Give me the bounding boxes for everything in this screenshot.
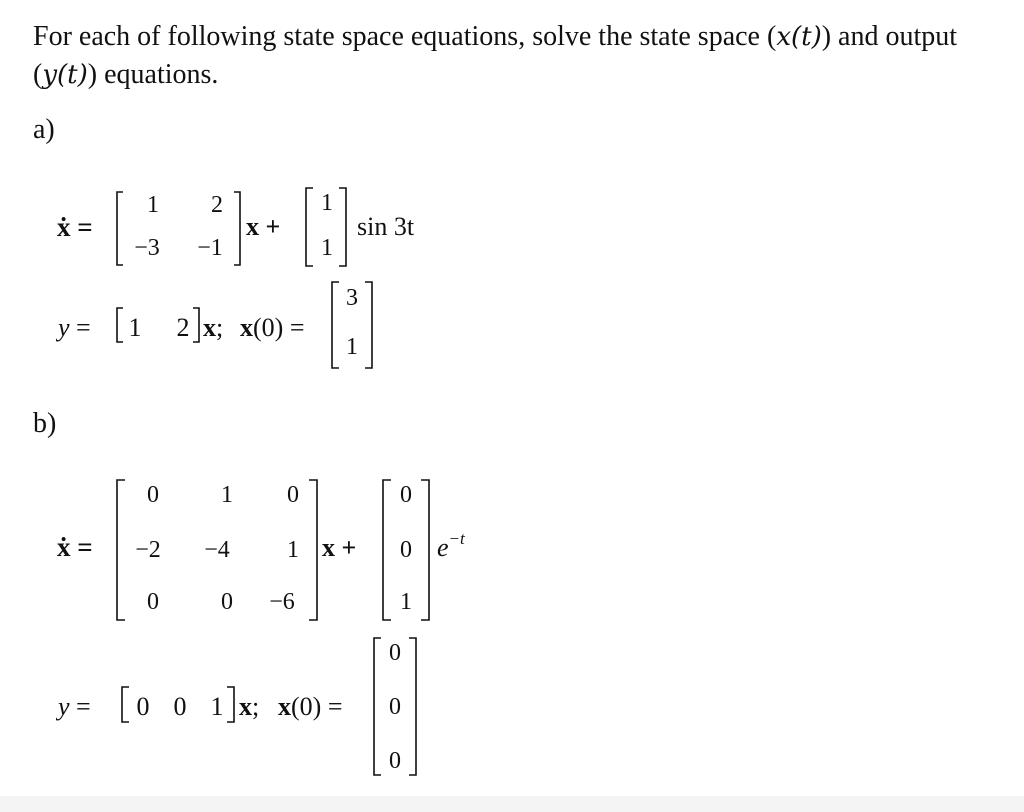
bottom-divider xyxy=(0,796,1024,812)
b-C-3: 1 xyxy=(210,692,224,721)
b-A-22: −4 xyxy=(204,537,230,563)
a-x0-2: 1 xyxy=(346,334,358,360)
x-plus: x + xyxy=(246,212,281,241)
a-A-22: −1 xyxy=(197,235,223,261)
b-B-1: 0 xyxy=(400,482,412,508)
a-A-21: −3 xyxy=(134,235,160,261)
y-eq: y = xyxy=(58,692,91,721)
a-C-1: 1 xyxy=(128,313,142,342)
x0-label: x(0) = xyxy=(240,313,305,342)
part-a-output-equation xyxy=(0,272,480,382)
matrix-B xyxy=(306,188,346,266)
b-A-31: 0 xyxy=(147,589,159,615)
matrix-B xyxy=(383,480,429,620)
input-exponential: $e^{-t}$ xyxy=(437,529,465,562)
xdot-label: ẋ = xyxy=(57,212,93,242)
b-A-21: −2 xyxy=(135,537,161,563)
input-sin3t: sin 3t xyxy=(357,212,415,241)
b-A-32: 0 xyxy=(221,589,233,615)
b-x0-1: 0 xyxy=(389,640,401,666)
b-A-33: −6 xyxy=(269,589,295,615)
part-b-state-equation xyxy=(0,470,520,630)
y-eq: y = xyxy=(58,313,91,342)
x-semicolon: x; xyxy=(239,692,260,721)
vector-x0 xyxy=(332,282,372,368)
matrix-A xyxy=(117,192,240,265)
prompt-tail: ) equations. xyxy=(87,59,219,90)
x-plus: x + xyxy=(322,533,357,562)
matrix-C xyxy=(117,308,199,342)
b-x0-2: 0 xyxy=(389,694,401,720)
b-A-11: 0 xyxy=(147,482,159,508)
xdot-label: ẋ = xyxy=(57,532,93,562)
b-x0-3: 0 xyxy=(389,748,401,774)
prompt-mid: ) and output ( xyxy=(33,21,958,90)
x0-label: x(0) = xyxy=(278,692,343,721)
vector-x0 xyxy=(374,638,416,775)
b-A-23: 1 xyxy=(287,537,299,563)
a-C-2: 2 xyxy=(176,313,190,342)
b-A-13: 0 xyxy=(287,482,299,508)
part-b-output-equation xyxy=(0,630,520,780)
a-A-11: 1 xyxy=(147,192,159,218)
a-A-12: 2 xyxy=(211,192,223,218)
b-B-2: 0 xyxy=(400,537,412,563)
part-a-state-equation xyxy=(0,180,480,280)
prompt-lead: For each of following state space equations, solve the state space ( xyxy=(33,21,777,52)
b-B-3: 1 xyxy=(400,589,412,615)
matrix-C xyxy=(122,687,234,722)
part-a-label: a) xyxy=(33,114,55,145)
matrix-A xyxy=(117,480,317,620)
a-B-1: 1 xyxy=(321,190,333,216)
b-C-2: 0 xyxy=(173,692,187,721)
state-symbol: x(t) xyxy=(776,22,822,52)
b-C-1: 0 xyxy=(136,692,150,721)
a-B-2: 1 xyxy=(321,235,333,261)
b-A-12: 1 xyxy=(221,482,233,508)
x-semicolon: x; xyxy=(203,313,224,342)
part-b-label: b) xyxy=(33,408,57,439)
output-symbol: y(t) xyxy=(42,60,88,90)
a-x0-1: 3 xyxy=(346,285,358,311)
problem-statement xyxy=(33,18,993,94)
